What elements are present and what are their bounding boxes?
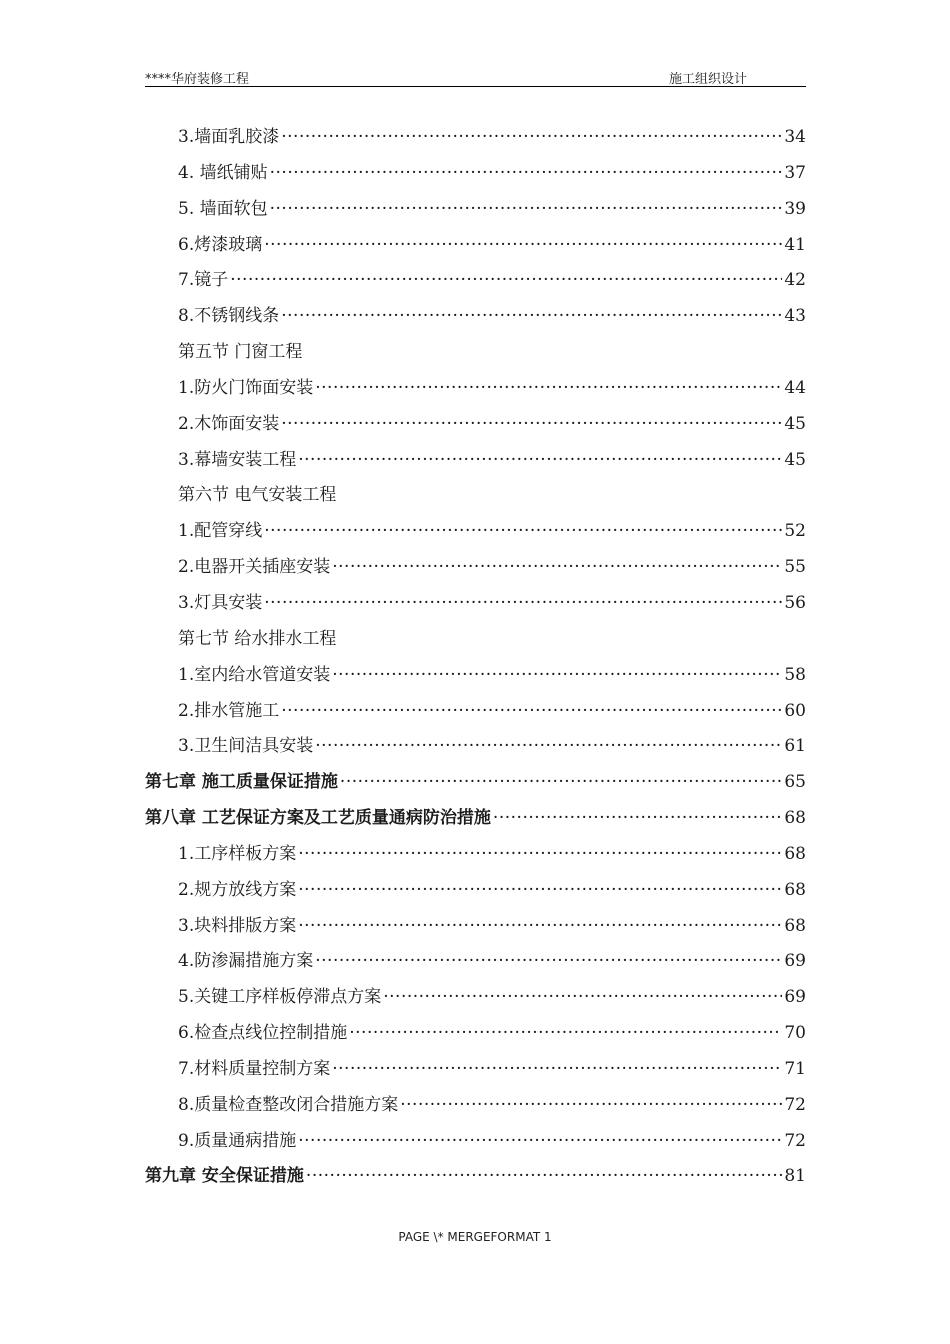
toc-chapter-entry[interactable] xyxy=(145,801,806,837)
toc-entry-title: 第五节 门窗工程 xyxy=(178,342,303,363)
toc-dot-leader xyxy=(349,1016,782,1052)
toc-entry[interactable] xyxy=(145,263,806,299)
toc-dot-leader xyxy=(281,407,782,443)
toc-entry[interactable] xyxy=(145,407,806,443)
toc-entry[interactable] xyxy=(145,299,806,335)
toc-page-number: 43 xyxy=(784,306,806,327)
toc-entry[interactable] xyxy=(145,228,806,264)
toc-entry-title: 4. 墙纸铺贴 xyxy=(178,162,268,183)
toc-entry[interactable] xyxy=(145,658,806,694)
toc-page-number: 72 xyxy=(784,1094,806,1115)
toc-entry[interactable] xyxy=(145,514,806,550)
toc-entry-title: 2.木饰面安装 xyxy=(178,413,280,434)
toc-dot-leader xyxy=(298,837,782,873)
toc-dot-leader xyxy=(281,694,782,730)
toc-page-number: 70 xyxy=(784,1023,806,1044)
toc-entry-title: 3.块料排版方案 xyxy=(178,915,297,936)
header-project-name: ****华府装修工程 xyxy=(145,72,250,87)
toc-page-number: 45 xyxy=(784,449,806,470)
toc-chapter-entry[interactable] xyxy=(145,765,806,801)
toc-page-number: 69 xyxy=(784,951,806,972)
toc-entry[interactable] xyxy=(145,729,806,765)
toc-dot-leader xyxy=(383,980,782,1016)
toc-entry[interactable] xyxy=(145,944,806,980)
toc-entry-title: 第九章 安全保证措施 xyxy=(145,1166,304,1187)
toc-dot-leader xyxy=(298,1124,782,1160)
toc-entry[interactable] xyxy=(145,980,806,1016)
toc-section-heading[interactable] xyxy=(145,622,806,658)
toc-entry[interactable] xyxy=(145,550,806,586)
toc-entry-title: 3.幕墙安装工程 xyxy=(178,449,297,470)
toc-dot-leader xyxy=(298,873,782,909)
toc-entry[interactable] xyxy=(145,873,806,909)
toc-entry-title: 2.电器开关插座安装 xyxy=(178,557,331,578)
table-of-contents xyxy=(145,120,806,1195)
toc-page-number: 68 xyxy=(784,915,806,936)
toc-page-number: 81 xyxy=(784,1166,806,1187)
toc-page-number: 55 xyxy=(784,557,806,578)
toc-page-number: 68 xyxy=(784,879,806,900)
toc-entry-title: 5. 墙面软包 xyxy=(178,198,268,219)
toc-entry-title: 9.质量通病措施 xyxy=(178,1130,297,1151)
toc-page-number: 72 xyxy=(784,1130,806,1151)
toc-dot-leader xyxy=(306,1159,782,1195)
header-rule xyxy=(145,86,806,87)
toc-page-number: 39 xyxy=(784,198,806,219)
page-footer-field: PAGE \* MERGEFORMAT 1 xyxy=(398,1230,552,1244)
toc-entry[interactable] xyxy=(145,1016,806,1052)
toc-page-number: 56 xyxy=(784,592,806,613)
toc-dot-leader xyxy=(264,586,782,622)
toc-page-number: 61 xyxy=(784,736,806,757)
toc-page-number: 65 xyxy=(784,772,806,793)
toc-dot-leader xyxy=(400,1088,782,1124)
toc-dot-leader xyxy=(332,550,782,586)
toc-page-number: 69 xyxy=(784,987,806,1008)
toc-dot-leader xyxy=(230,263,782,299)
toc-dot-leader xyxy=(281,120,782,156)
toc-page-number: 52 xyxy=(784,521,806,542)
toc-dot-leader xyxy=(332,1052,782,1088)
toc-entry-title: 第七节 给水排水工程 xyxy=(178,628,337,649)
toc-entry-title: 6.检查点线位控制措施 xyxy=(178,1023,348,1044)
toc-dot-leader xyxy=(270,156,783,192)
toc-entry[interactable] xyxy=(145,1088,806,1124)
toc-section-heading[interactable] xyxy=(145,335,806,371)
toc-entry-title: 4.防渗漏措施方案 xyxy=(178,951,314,972)
toc-entry-title: 1.工序样板方案 xyxy=(178,843,297,864)
toc-entry-title: 3.卫生间洁具安装 xyxy=(178,736,314,757)
toc-entry-title: 第六节 电气安装工程 xyxy=(178,485,337,506)
toc-entry[interactable] xyxy=(145,909,806,945)
toc-dot-leader xyxy=(315,944,782,980)
toc-dot-leader xyxy=(315,371,782,407)
toc-dot-leader xyxy=(340,765,782,801)
toc-entry[interactable] xyxy=(145,1052,806,1088)
toc-dot-leader xyxy=(493,801,782,837)
toc-entry[interactable] xyxy=(145,192,806,228)
toc-page-number: 71 xyxy=(784,1058,806,1079)
toc-dot-leader xyxy=(298,909,782,945)
toc-entry-title: 1.防火门饰面安装 xyxy=(178,377,314,398)
toc-dot-leader xyxy=(264,514,782,550)
toc-entry[interactable] xyxy=(145,837,806,873)
toc-entry[interactable] xyxy=(145,586,806,622)
toc-entry-title: 7.材料质量控制方案 xyxy=(178,1058,331,1079)
toc-page-number: 68 xyxy=(784,843,806,864)
toc-page-number: 60 xyxy=(784,700,806,721)
toc-page-number: 58 xyxy=(784,664,806,685)
toc-entry[interactable] xyxy=(145,443,806,479)
toc-entry[interactable] xyxy=(145,1124,806,1160)
toc-entry-title: 1.配管穿线 xyxy=(178,521,263,542)
header-document-type: 施工组织设计 xyxy=(669,72,748,87)
toc-entry-title: 5.关键工序样板停滞点方案 xyxy=(178,987,382,1008)
toc-entry[interactable] xyxy=(145,371,806,407)
toc-entry[interactable] xyxy=(145,694,806,730)
toc-dot-leader xyxy=(281,299,782,335)
toc-entry-title: 第八章 工艺保证方案及工艺质量通病防治措施 xyxy=(145,808,491,829)
toc-page-number: 44 xyxy=(784,377,806,398)
toc-page-number: 34 xyxy=(784,127,806,147)
toc-dot-leader xyxy=(270,192,783,228)
toc-entry-title: 6.烤漆玻璃 xyxy=(178,234,263,255)
toc-entry-title: 7.镜子 xyxy=(178,270,229,291)
toc-dot-leader xyxy=(315,729,782,765)
toc-entry-title: 8.不锈钢线条 xyxy=(178,306,280,327)
toc-page-number: 45 xyxy=(784,413,806,434)
toc-entry-title: 3.灯具安装 xyxy=(178,592,263,613)
toc-page-number: 37 xyxy=(784,162,806,183)
toc-entry-title: 3.墙面乳胶漆 xyxy=(178,127,280,147)
toc-entry-title: 2.排水管施工 xyxy=(178,700,280,721)
toc-entry[interactable] xyxy=(145,120,806,156)
toc-dot-leader xyxy=(298,443,782,479)
toc-page-number: 42 xyxy=(784,270,806,291)
toc-entry-title: 2.规方放线方案 xyxy=(178,879,297,900)
toc-page-number: 68 xyxy=(784,808,806,829)
toc-entry-title: 1.室内给水管道安装 xyxy=(178,664,331,685)
toc-entry-title: 第七章 施工质量保证措施 xyxy=(145,772,338,793)
toc-chapter-entry[interactable] xyxy=(145,1159,806,1195)
toc-entry[interactable] xyxy=(145,156,806,192)
toc-dot-leader xyxy=(332,658,782,694)
toc-page-number: 41 xyxy=(784,234,806,255)
toc-section-heading[interactable] xyxy=(145,478,806,514)
toc-dot-leader xyxy=(264,228,782,264)
toc-entry-title: 8.质量检查整改闭合措施方案 xyxy=(178,1094,399,1115)
